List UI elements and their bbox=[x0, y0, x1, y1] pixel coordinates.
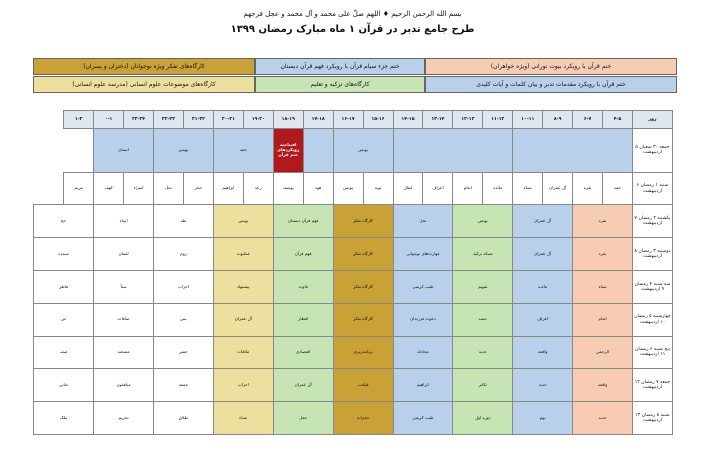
time-slot-header: ۲۳-۲۴ bbox=[124, 111, 154, 129]
session-cell: فهم قرآن bbox=[273, 238, 333, 271]
session-cell: کارگاه تفکر bbox=[333, 238, 393, 271]
session-cell: لقمان bbox=[94, 238, 154, 271]
session-cell: حدید bbox=[513, 369, 573, 402]
legend-item: کارگاه‌های موضوعات علوم انسانی (مدرسه علوم انسانی) bbox=[33, 76, 255, 93]
day-label: یکشنبه ۲ رمضان ۷ اردیبهشت bbox=[633, 205, 673, 238]
session-cell: منافقون bbox=[94, 369, 154, 402]
time-slot-header: ۶-۷ bbox=[573, 111, 603, 129]
schedule-row bbox=[34, 303, 673, 336]
day-label: شنبه ۱ رمضان ۶ اردیبهشت bbox=[633, 172, 673, 205]
time-slot-header: ۲۲-۲۳ bbox=[154, 111, 184, 129]
session-cell: یونس bbox=[453, 205, 513, 238]
schedule-row bbox=[34, 205, 673, 238]
session-cell: حسد bbox=[453, 303, 513, 336]
session-cell: نحل bbox=[393, 205, 453, 238]
legend-item: ختم قرآن با رویکرد بیوت نورانی (ویژه خواهران) bbox=[425, 58, 677, 75]
session-cell: نوم bbox=[513, 402, 573, 435]
time-slot-header: ۱۲-۱۳ bbox=[453, 111, 483, 129]
day-label: جمعه ۷ رمضان ۱۲ اردیبهشت bbox=[633, 369, 673, 402]
time-slot-header: ۱۳-۱۴ bbox=[423, 111, 453, 129]
schedule-row bbox=[34, 271, 673, 304]
session-cell: آل عمران bbox=[213, 303, 273, 336]
session-cell: بقره bbox=[573, 205, 633, 238]
session-cell: حج bbox=[34, 205, 94, 238]
session-cell: بقره bbox=[573, 238, 633, 271]
session-cell: آل عمران bbox=[273, 369, 333, 402]
session-cell: یونس bbox=[333, 172, 363, 205]
session-cell: الرحمن bbox=[573, 336, 633, 369]
basmala-line: بسم الله الرحمن الرحیم ♦ اللهم صلّ علی محمد و آل محمد و عجل فرجهم bbox=[243, 10, 462, 18]
session-cell: تقویم bbox=[453, 271, 513, 304]
time-slot-header: ۱۴-۱۵ bbox=[393, 111, 423, 129]
session-cell: سجده bbox=[34, 238, 94, 271]
session-cell: کارگاه تفکر bbox=[333, 271, 393, 304]
session-cell: جعل bbox=[273, 402, 333, 435]
day-label: شنبه ۸ رمضان ۱۳ اردیبهشت bbox=[633, 402, 673, 435]
session-cell: کهف bbox=[94, 172, 124, 205]
session-cell: صف bbox=[34, 336, 94, 369]
session-cell: انعام bbox=[453, 172, 483, 205]
session-cell: کارگاه تفکر bbox=[333, 303, 393, 336]
session-cell: فهم قرآن دبستان bbox=[273, 205, 333, 238]
session-cell: انسان bbox=[94, 128, 154, 172]
legend-item: ختم جزء سیام قرآن با رویکرد فهم قرآن دبستان bbox=[255, 58, 425, 75]
day-column-header: روز bbox=[633, 111, 673, 129]
time-slot-header: ۱۸-۱۹ bbox=[273, 111, 303, 129]
schedule-row bbox=[34, 369, 673, 402]
session-cell: اعراف bbox=[513, 303, 573, 336]
time-slot-header: ۴-۵ bbox=[603, 111, 633, 129]
schedule-row bbox=[34, 128, 673, 172]
legend-item: کارگاه‌های تفکر ویژه نوجوانان (دختران و پسران) bbox=[33, 58, 255, 75]
session-cell: یوسف bbox=[273, 172, 303, 205]
session-cell: برنامه‌ریزی bbox=[333, 336, 393, 369]
session-cell bbox=[513, 128, 633, 172]
time-slot-header: ۱-۲ bbox=[64, 111, 94, 129]
session-cell: احزاب bbox=[154, 271, 214, 304]
day-label: پنج شنبه ۶ رمضان ۱۱ اردیبهشت bbox=[633, 336, 673, 369]
session-cell: تحریم bbox=[94, 402, 154, 435]
session-cell: صافات bbox=[94, 303, 154, 336]
session-cell: دوره اول bbox=[453, 402, 513, 435]
session-cell: ملاقات bbox=[213, 336, 273, 369]
session-cell: افطار bbox=[273, 303, 333, 336]
day-label: دوشنبه ۳ رمضان ۸ اردیبهشت bbox=[633, 238, 673, 271]
session-cell: فاطر bbox=[34, 271, 94, 304]
session-cell: حمد bbox=[213, 128, 273, 172]
session-cell: تلاوت bbox=[273, 271, 333, 304]
session-cell: نساء bbox=[513, 172, 543, 205]
schedule-row bbox=[34, 172, 673, 205]
time-slot-header: ۸-۹ bbox=[543, 111, 573, 129]
day-label: سه شنبه ۴ رمضان ۹ اردیبهشت bbox=[633, 271, 673, 304]
session-cell: افتتاحیه رویکردهای ختم قرآن bbox=[273, 128, 303, 172]
session-cell bbox=[303, 128, 333, 172]
session-cell: حدید bbox=[573, 402, 633, 435]
schedule-row bbox=[34, 402, 673, 435]
time-slot-header: ۲۱-۲۲ bbox=[183, 111, 213, 129]
session-cell: حجرات bbox=[333, 402, 393, 435]
session-cell: مجادله bbox=[393, 336, 453, 369]
time-slot-header: ۱۰-۱۱ bbox=[513, 111, 543, 129]
session-cell bbox=[393, 128, 513, 172]
session-cell: پیشنهاد bbox=[213, 271, 273, 304]
schedule-body bbox=[34, 111, 673, 435]
session-cell: آل عمران bbox=[513, 205, 573, 238]
time-slot-header: ۱۱-۱۲ bbox=[483, 111, 513, 129]
legend-item: ختم قرآن با رویکرد مقدمات تدبر و بیان کلمات و آیات کلیدی bbox=[425, 76, 677, 93]
session-cell: رعد bbox=[243, 172, 273, 205]
program-schedule-table bbox=[33, 110, 673, 435]
time-slot-header: ۱۵-۱۶ bbox=[363, 111, 393, 129]
session-cell: آل عمران bbox=[513, 238, 573, 271]
session-cell: نحل bbox=[154, 172, 184, 205]
session-cell: تغابن bbox=[34, 369, 94, 402]
session-cell: یونس bbox=[154, 128, 214, 172]
day-label: چهارشنبه ۵ رمضان ۱۰ اردیبهشت bbox=[633, 303, 673, 336]
session-cell: هود bbox=[303, 172, 333, 205]
session-cell: قیامت bbox=[333, 369, 393, 402]
session-cell: واقعه bbox=[573, 369, 633, 402]
day-label: جمعه ۳۰ شعبان ۵ اردیبهشت bbox=[633, 128, 673, 172]
session-cell: حجر bbox=[183, 172, 213, 205]
session-cell: جمعه bbox=[154, 369, 214, 402]
session-cell: ص bbox=[34, 303, 94, 336]
session-cell: ابراهیم bbox=[213, 172, 243, 205]
session-cell: مریم bbox=[64, 172, 94, 205]
session-cell: دعوت فرزندان bbox=[393, 303, 453, 336]
session-cell: نساء bbox=[213, 402, 273, 435]
table-header-row bbox=[34, 111, 673, 129]
session-cell: حشر bbox=[154, 336, 214, 369]
schedule-row bbox=[34, 238, 673, 271]
time-slot-header: ۱۷-۱۸ bbox=[303, 111, 333, 129]
session-cell: شبکه تزکیه bbox=[453, 238, 513, 271]
session-cell: اعراف bbox=[423, 172, 453, 205]
time-slot-header: ۲۰-۲۱ bbox=[213, 111, 243, 129]
session-cell: کارگاه تفکر bbox=[333, 205, 393, 238]
session-cell: طه bbox=[154, 205, 214, 238]
session-cell: انعام bbox=[573, 303, 633, 336]
session-cell: بقره bbox=[573, 172, 603, 205]
schedule-row bbox=[34, 336, 673, 369]
time-slot-header: ۱۹-۲۰ bbox=[243, 111, 273, 129]
session-cell: احزاب bbox=[213, 369, 273, 402]
session-cell: انبیاء bbox=[94, 205, 154, 238]
session-cell: حمد bbox=[603, 172, 633, 205]
session-cell: طلاق bbox=[154, 402, 214, 435]
session-cell: طیب کریمی bbox=[393, 402, 453, 435]
session-cell: طیب کریمی bbox=[393, 271, 453, 304]
session-cell: مهارت‌های نوجوانی bbox=[393, 238, 453, 271]
session-cell: یونس bbox=[213, 205, 273, 238]
session-cell: ملک bbox=[34, 402, 94, 435]
session-cell: مائده bbox=[483, 172, 513, 205]
session-cell: اسراء bbox=[124, 172, 154, 205]
legend-item: کارگاه‌های تزکیه و تعلیم bbox=[255, 76, 425, 93]
session-cell: توبه bbox=[363, 172, 393, 205]
page-title: طرح جامع تدبر در قرآن ۱ ماه مبارک رمضان ۱۳۹۹ bbox=[230, 24, 475, 35]
session-cell: روم bbox=[154, 238, 214, 271]
session-cell: سبأ bbox=[94, 271, 154, 304]
session-cell: تکاثر bbox=[453, 369, 513, 402]
session-cell: اقتصادی bbox=[273, 336, 333, 369]
session-cell: یس bbox=[154, 303, 214, 336]
session-cell: حدید bbox=[453, 336, 513, 369]
session-cell: انفال bbox=[393, 172, 423, 205]
session-cell: مائده bbox=[513, 271, 573, 304]
session-cell: ممتحنه bbox=[94, 336, 154, 369]
session-cell: نساء bbox=[573, 271, 633, 304]
session-cell: عنکبوت bbox=[213, 238, 273, 271]
session-cell: آل عمران bbox=[543, 172, 573, 205]
session-cell: یونس bbox=[333, 128, 393, 172]
time-slot-header: ۰-۱ bbox=[94, 111, 124, 129]
time-slot-header: ۱۶-۱۷ bbox=[333, 111, 363, 129]
session-cell: ابراهیم bbox=[393, 369, 453, 402]
session-cell: واقعه bbox=[513, 336, 573, 369]
